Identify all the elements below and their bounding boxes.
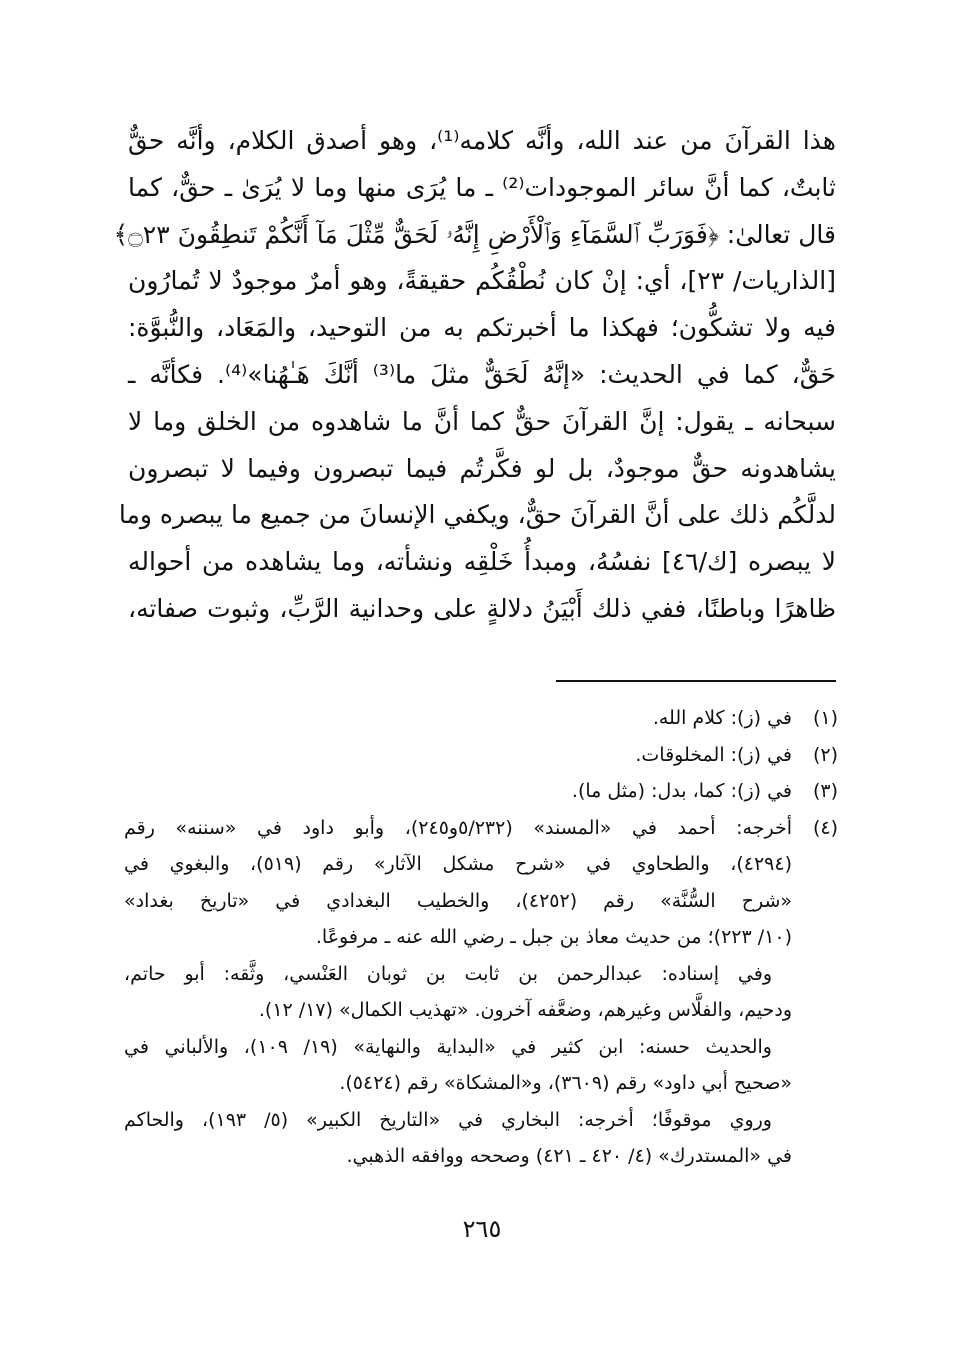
footnote-divider <box>556 680 836 682</box>
body-line: [الذاريات/ ٢٣]، أي: إنْ كان نُطْقُكُم حقيقةً، وهو أمرٌ موجودٌ لا تُمارُون <box>128 266 836 296</box>
body-line: سبحانه ـ يقول: إنَّ القرآنَ حقٌّ كما أنَّ ما شاهدوه من الخلق وما لا <box>128 406 836 436</box>
footnote-line: ودحيم، والفلَّاس وغيرهم، وضعَّفه آخرون. «تهذيب الكمال» (١٧/ ١٢). <box>258 999 792 1021</box>
footnote-line: أخرجه: أحمد في «المسند» (٥/٢٣٢و٢٤٥)، وأبو داود في «سننه» رقم <box>124 816 792 839</box>
body-line: فيه ولا تشكُّون؛ فهكذا ما أخبرتكم به من التوحيد، والمَعَاد، والنُّبوَّة: <box>128 313 836 343</box>
body-line: لدلَّكُم ذلك على أنَّ القرآنَ حقٌّ، ويكفي الإنسانَ من جميع ما يبصره وما <box>118 500 836 530</box>
footnote-line: «شرح السُّنَّة» رقم (٤٢٥٢)، والخطيب البغدادي في «تاريخ بغداد» <box>124 889 792 912</box>
footnote <box>124 773 838 810</box>
footnote-body <box>124 700 792 737</box>
footnote-line: (١٠/ ٢٢٣)؛ من حديث معاذ بن جبل ـ رضي الله عنه ـ مرفوعًا. <box>315 926 792 948</box>
footnote-number: (٣) <box>812 780 838 802</box>
footnote-line: في (ز): المخلوقات. <box>635 743 792 766</box>
body-line: ظاهرًا وباطنًا، ففي ذلك أَبْيَنُ دلالةٍ على وحدانية الرَّبِّ، وثبوت صفاته، <box>128 593 836 623</box>
body-line: قال تعالىٰ: ﴿فَوَرَبِّ ٱلسَّمَآءِ وَٱلْأَرْضِ إِنَّهُۥ لَحَقٌّ مِّثْلَ مَآ أَنَّكُمْ تَنطِقُونَ ۝٢٣﴾ <box>113 219 836 249</box>
body-line: هذا القرآنَ من عند الله، وأنَّه كلامه⁽¹⁾، وهو أصدق الكلام، وأنَّه حقٌّ <box>128 126 836 155</box>
footnote-line: (٤٢٩٤)، والطحاوي في «شرح مشكل الآثار» رقم (٥١٩)، والبغوي في <box>124 853 793 875</box>
footnote-number: (١) <box>812 707 838 729</box>
footnote-body <box>124 737 792 774</box>
body-line: يشاهدونه حقٌّ موجودٌ، بل لو فكَّرتُم فيما تبصرون وفيما لا تبصرون <box>128 453 836 483</box>
footnote-line: والحديث حسنه: ابن كثير في «البداية والنهاية» (١٩/ ١٠٩)، والألباني في <box>124 1035 772 1058</box>
footnotes-section <box>124 700 838 1175</box>
footnote-number: (٢) <box>812 743 838 766</box>
main-body-text <box>113 118 836 633</box>
footnote <box>124 700 838 737</box>
footnote <box>124 737 838 774</box>
footnote-body <box>124 810 792 1175</box>
page-number: ٢٦٥ <box>462 1215 502 1243</box>
body-line: حَقٌّ، كما في الحديث: «إنَّهُ لَحَقٌّ مثلَ ما⁽³⁾ أنَّكَ هَـٰهُنا»⁽⁴⁾. فكأنَّه ـ <box>128 359 836 389</box>
footnote-line: في «المستدرك» (٤/ ٤٢٠ ـ ٤٢١) وصححه ووافقه الذهبي. <box>346 1145 792 1167</box>
footnote-line: في (ز): كما، بدل: (مثل ما). <box>571 780 792 802</box>
footnote-body <box>124 773 792 810</box>
footnote-line: «صحيح أبي داود» رقم (٣٦٠٩)، و«المشكاة» رقم (٥٤٢٤). <box>339 1072 792 1094</box>
body-line: ثابتٌ، كما أنَّ سائر الموجودات⁽²⁾ ـ ما يُرَى منها وما لا يُرَىٰ ـ حقٌّ، كما <box>128 172 836 202</box>
footnote-line: وروي موقوفًا؛ أخرجه: البخاري في «التاريخ الكبير» (٥/ ١٩٣)، والحاكم <box>124 1108 772 1131</box>
footnote-line: وفي إسناده: عبدالرحمن بن ثابت بن ثوبان العَنْسي، وثَّقه: أبو حاتم، <box>124 962 772 985</box>
footnote-number: (٤) <box>812 816 838 839</box>
footnote-line: في (ز): كلام الله. <box>652 707 792 729</box>
body-line: لا يبصره [ك/٤٦] نفسُهُ، ومبدأُ خَلْقِه ونشأته، وما يشاهده من أحواله <box>128 547 836 577</box>
footnote <box>124 810 838 1175</box>
